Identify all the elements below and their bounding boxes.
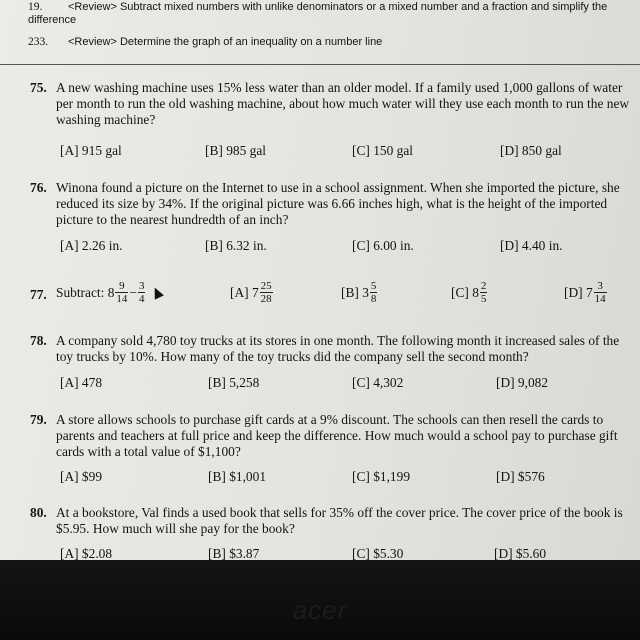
subtract-expression: Subtract: 8 $\frac{9}{14}$ − $\frac{3}{4}$ (56, 280, 168, 305)
choice-b[interactable]: [B] $1,001 (208, 469, 267, 484)
review-line: 19. <Review> Subtract mixed numbers with unlike denominators or a mixed number and a fraction and simplify the difference (28, 1, 608, 26)
choice-c[interactable]: [C] $1,199 (352, 469, 411, 484)
question-80: 80. At a bookstore, Val finds a used book that sells for 35% off the cover price. The cover price of the book is $5.95. How much will she pay for the book? (30, 505, 623, 536)
choice-a[interactable]: [A] 915 gal (60, 143, 122, 158)
question-78: 78. A company sold 4,780 toy trucks at its stores in one month. The following month it increased sales of the toy trucks by 10%. How many of the toy trucks did the company sell the second month? (30, 333, 620, 364)
choice-c[interactable]: [C] 6.00 in. (352, 238, 414, 253)
choice-a[interactable]: [A] 7 $\frac{25}{28}$ (230, 280, 272, 305)
choice-a[interactable]: [A] $99 (60, 469, 103, 484)
question-77: 77. Subtract: 8 $\frac{9}{14}$ − $\frac{3}{4}$ [A] 7 $\frac{25}{28}$ [B] 3 $\frac{5}{8}$ [C] 8 $\frac{2}{5}$ [D] 7 $\frac{3}{14}$ (30, 280, 606, 305)
choice-d[interactable]: [D] $5.60 (494, 546, 547, 560)
choice-b[interactable]: [B] $3.87 (208, 546, 260, 560)
choice-d[interactable]: [D] 9,082 (496, 375, 549, 390)
choice-c[interactable]: [C] 4,302 (352, 375, 404, 390)
choice-d[interactable]: [D] 7 $\frac{3}{14}$ (564, 280, 606, 305)
brand-logo: acer (292, 595, 348, 625)
choice-b[interactable]: [B] 6.32 in. (205, 238, 267, 253)
mouse-cursor-icon (151, 285, 165, 299)
choice-b[interactable]: [B] 5,258 (208, 375, 260, 390)
choice-b[interactable]: [B] 985 gal (205, 143, 266, 158)
choice-a[interactable]: [A] 2.26 in. (60, 238, 123, 253)
choice-d[interactable]: [D] 850 gal (500, 143, 562, 158)
choice-c[interactable]: [C] $5.30 (352, 546, 404, 560)
fraction: $\frac{3}{4}$ (138, 280, 145, 305)
choice-c[interactable]: [C] 150 gal (352, 143, 413, 158)
question-76: 76. Winona found a picture on the Internet to use in a school assignment. When she imported the picture, she reduced its size by 34%. If the original picture was 6.66 inches high, what is the height of the imported picture to the nearest hundredth of an inch? (30, 180, 620, 227)
choice-a[interactable]: [A] $2.08 (60, 546, 113, 560)
fraction: $\frac{9}{14}$ (116, 280, 128, 305)
choice-c[interactable]: [C] 8 $\frac{2}{5}$ (451, 280, 487, 305)
divider (0, 64, 640, 65)
choice-d[interactable]: [D] $576 (496, 469, 545, 484)
choice-a[interactable]: [A] 478 (60, 375, 103, 390)
choice-d[interactable]: [D] 4.40 in. (500, 238, 563, 253)
review-line: 233. <Review> Determine the graph of an inequality on a number line (28, 36, 383, 48)
question-79: 79. A store allows schools to purchase gift cards at a 9% discount. The schools can then resell the cards to parents and teachers at full price and keep the difference. How much would a school pay to purchase gift cards with a total value of $1,100? (30, 412, 618, 459)
choice-b[interactable]: [B] 3 $\frac{5}{8}$ (341, 280, 377, 305)
question-75: 75. A new washing machine uses 15% less water than an older model. If a family used 1,000 gallons of water per month to run the old washing machine, about how much water will they use each month to run the new washing machine? (30, 80, 630, 127)
